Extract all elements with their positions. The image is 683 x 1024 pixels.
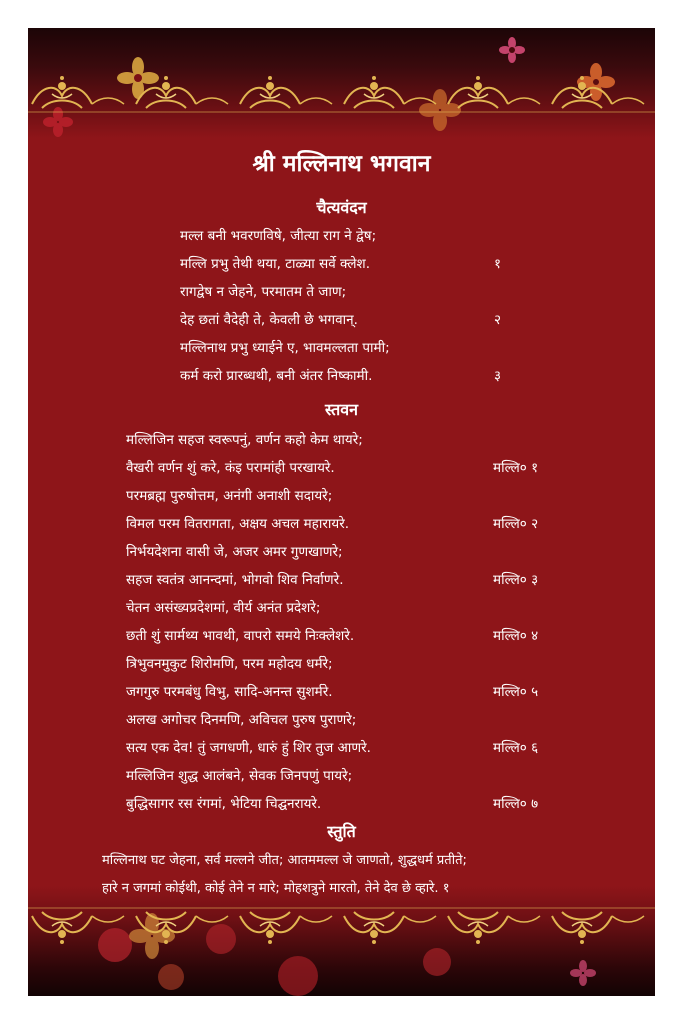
verse-line: अलख अगोचर दिनमणि, अविचल पुरुष पुराणरे; [126, 712, 357, 728]
refrain-label: मल्लि० ६ [493, 740, 539, 756]
verse-line: मल्लिनाथ घट जेहना, सर्व मल्लने जीत; आतममल्ल जे जाणतो, शुद्धधर्म प्रतीते; [102, 853, 467, 868]
verse-line: मल्लिजिन सहज स्वरूपनुं, वर्णन कहो केम थायरे; [126, 432, 363, 448]
verse-line: सहज स्वतंत्र आनन्दमां, भोगवो शिव निर्वाणरे. [126, 572, 344, 588]
decorative-circle [158, 964, 184, 990]
verse-line: मल्लिनाथ प्रभु ध्याईने ए, भावमल्लता पामी; [180, 340, 390, 356]
section-heading-stuti: स्तुति [327, 822, 356, 841]
refrain-label: मल्लि० २ [493, 516, 539, 532]
page-title: श्री मल्लिनाथ भगवान [252, 151, 431, 177]
verse-line: सत्य एक देव! तुं जगधणी, धारुं हुं शिर तुज आणरे. [126, 740, 371, 756]
verse-line: मल्लि प्रभु तेथी थया, टाळ्या सर्वे क्लेश. [180, 256, 370, 272]
gold-ornament-border-bottom [28, 906, 655, 946]
verse-line: बुद्धिसागर रस रंगमां, भेटिया चिद्घनरायरे. [126, 796, 322, 812]
section-heading-chaityavandan: चैत्यवंदन [316, 198, 367, 217]
verse-line: परमब्रह्म पुरुषोत्तम, अनंगी अनाशी सदायरे; [126, 488, 333, 504]
hymn-page [28, 28, 655, 996]
verse-line: निर्भयदेशना वासी जे, अजर अमर गुणखाणरे; [126, 544, 343, 560]
verse-number: १ [494, 256, 502, 272]
refrain-label: मल्लि० ७ [493, 796, 539, 812]
verse-line: त्रिभुवनमुकुट शिरोमणि, परम महोदय धर्मरे; [126, 656, 333, 672]
flower-icon [498, 36, 526, 64]
verse-line: रागद्वेष न जेहने, परमातम ते जाण; [180, 284, 347, 300]
decorative-circle [278, 956, 318, 996]
refrain-label: मल्लि० १ [493, 460, 539, 476]
decorative-circle [423, 948, 451, 976]
refrain-label: मल्लि० ५ [493, 684, 539, 700]
verse-line: जगगुरु परमबंधु विभु, सादि-अनन्त सुशर्मरे. [126, 684, 333, 700]
verse-line: छती शुं सार्मथ्य भावथी, वापरो समये निःक्लेशरे. [126, 628, 355, 644]
refrain-label: मल्लि० ३ [493, 572, 539, 588]
verse-line: मल्लिजिन शुद्ध आलंबने, सेवक जिनपणुं पायरे; [126, 768, 353, 784]
gold-ornament-border-top [28, 74, 655, 114]
ornament-icon [28, 906, 655, 946]
refrain-label: मल्लि० ४ [493, 628, 539, 644]
verse-number: ३ [494, 368, 502, 384]
verse-number: २ [494, 312, 502, 328]
section-heading-stavan: स्तवन [324, 400, 359, 419]
verse-line: हारे न जगमां कोईथी, कोई तेने न मारे; मोहशत्रुने मारतो, तेने देव छे व्हारे. १ [102, 881, 450, 896]
verse-line: वैखरी वर्णन शुं करे, कंइ परामांही परखायरे. [126, 460, 335, 476]
ornament-icon [28, 74, 655, 114]
verse-line: कर्म करो प्रारब्धथी, बनी अंतर निष्कामी. [180, 368, 373, 384]
verse-line: मल्ल बनी भवरणविषे, जीत्या राग ने द्वेष; [180, 228, 377, 244]
verse-line: चेतन असंख्यप्रदेशमां, वीर्य अनंत प्रदेशरे; [126, 600, 321, 616]
verse-line: विमल परम वितरागता, अक्षय अचल महारायरे. [126, 516, 350, 532]
verse-line: देह छतां वैदेही ते, केवली छे भगवान्. [180, 312, 358, 328]
flower-icon [568, 958, 598, 988]
